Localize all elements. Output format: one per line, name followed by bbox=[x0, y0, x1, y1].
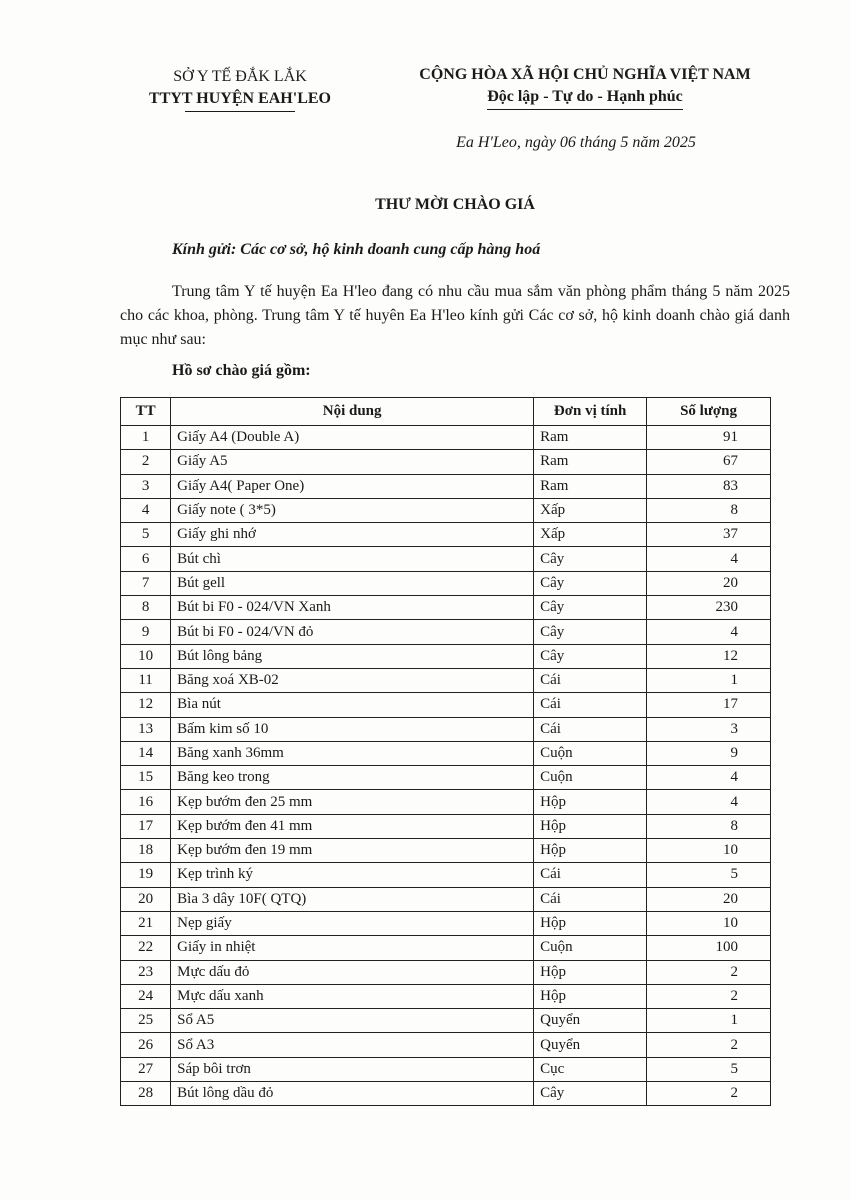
row-number: 2 bbox=[121, 450, 171, 474]
body-paragraph: Trung tâm Y tế huyện Ea H'leo đang có nhu cầu mua sắm văn phòng phẩm tháng 5 năm 2025 cho các khoa, phòng. Trung tâm Y tế huyên Ea H'leo kính gửi Các cơ sở, hộ kinh doanh chào giá danh mục như sau: bbox=[120, 283, 790, 348]
row-number: 6 bbox=[121, 547, 171, 571]
national-title: CỘNG HÒA XÃ HỘI CHỦ NGHĨA VIỆT NAM bbox=[419, 66, 751, 83]
row-number: 27 bbox=[121, 1057, 171, 1081]
row-number: 18 bbox=[121, 839, 171, 863]
item-unit: Cây bbox=[534, 1082, 647, 1106]
item-unit: Hộp bbox=[534, 790, 647, 814]
table-row bbox=[121, 644, 771, 668]
table-row bbox=[121, 1009, 771, 1033]
item-name: Kẹp bướm đen 41 mm bbox=[171, 814, 534, 838]
row-number: 4 bbox=[121, 498, 171, 522]
item-quantity: 1 bbox=[647, 668, 771, 692]
item-name: Giấy note ( 3*5) bbox=[171, 498, 534, 522]
date-line: Ea H'Leo, ngày 06 tháng 5 năm 2025 bbox=[456, 134, 696, 151]
item-unit: Cuộn bbox=[534, 766, 647, 790]
item-quantity: 2 bbox=[647, 1033, 771, 1057]
table-row bbox=[121, 717, 771, 741]
row-number: 1 bbox=[121, 426, 171, 450]
item-quantity: 230 bbox=[647, 596, 771, 620]
item-name: Giấy ghi nhớ bbox=[171, 523, 534, 547]
item-name: Bút gell bbox=[171, 571, 534, 595]
table-row bbox=[121, 741, 771, 765]
item-unit: Cái bbox=[534, 863, 647, 887]
item-quantity: 17 bbox=[647, 693, 771, 717]
row-number: 22 bbox=[121, 936, 171, 960]
table-row bbox=[121, 693, 771, 717]
table-row bbox=[121, 790, 771, 814]
row-number: 13 bbox=[121, 717, 171, 741]
item-unit: Ram bbox=[534, 426, 647, 450]
item-name: Sổ A3 bbox=[171, 1033, 534, 1057]
item-unit: Ram bbox=[534, 450, 647, 474]
issuer-block bbox=[120, 66, 360, 112]
table-row bbox=[121, 668, 771, 692]
row-number: 17 bbox=[121, 814, 171, 838]
row-number: 24 bbox=[121, 984, 171, 1008]
item-unit: Quyển bbox=[534, 1033, 647, 1057]
item-name: Kẹp bướm đen 19 mm bbox=[171, 839, 534, 863]
table-body bbox=[121, 426, 771, 1106]
item-quantity: 2 bbox=[647, 1082, 771, 1106]
item-name: Mực dấu đỏ bbox=[171, 960, 534, 984]
item-name: Mực dấu xanh bbox=[171, 984, 534, 1008]
item-quantity: 4 bbox=[647, 547, 771, 571]
item-name: Giấy A5 bbox=[171, 450, 534, 474]
item-unit: Cái bbox=[534, 717, 647, 741]
item-unit: Cây bbox=[534, 571, 647, 595]
item-unit: Quyển bbox=[534, 1009, 647, 1033]
item-unit: Cây bbox=[534, 547, 647, 571]
item-quantity: 12 bbox=[647, 644, 771, 668]
table-header-row bbox=[121, 398, 771, 426]
row-number: 16 bbox=[121, 790, 171, 814]
recipient-name: Các cơ sở, hộ kinh doanh cung cấp hàng hoá bbox=[240, 241, 541, 258]
section-label: Hồ sơ chào giá gồm: bbox=[172, 362, 311, 379]
issuer-department: SỞ Y TẾ ĐẮK LẮK bbox=[173, 68, 307, 85]
row-number: 21 bbox=[121, 911, 171, 935]
header-tt: TT bbox=[121, 398, 171, 426]
item-quantity: 3 bbox=[647, 717, 771, 741]
table-row bbox=[121, 936, 771, 960]
item-name: Kẹp trình ký bbox=[171, 863, 534, 887]
issuer-unit: TTYT HUYỆN EAH'LEO bbox=[149, 90, 331, 107]
header-quantity: Số lượng bbox=[647, 398, 771, 426]
table-row bbox=[121, 571, 771, 595]
item-quantity: 100 bbox=[647, 936, 771, 960]
item-name: Giấy in nhiệt bbox=[171, 936, 534, 960]
item-unit: Hộp bbox=[534, 911, 647, 935]
table-row bbox=[121, 863, 771, 887]
table-row bbox=[121, 814, 771, 838]
item-name: Bút chì bbox=[171, 547, 534, 571]
item-unit: Cây bbox=[534, 620, 647, 644]
item-name: Nẹp giấy bbox=[171, 911, 534, 935]
header-content: Nội dung bbox=[171, 398, 534, 426]
table-row bbox=[121, 498, 771, 522]
table-row bbox=[121, 887, 771, 911]
row-number: 11 bbox=[121, 668, 171, 692]
item-unit: Cục bbox=[534, 1057, 647, 1081]
item-quantity: 2 bbox=[647, 960, 771, 984]
item-quantity: 1 bbox=[647, 1009, 771, 1033]
item-unit: Cây bbox=[534, 596, 647, 620]
table-row bbox=[121, 960, 771, 984]
item-name: Giấy A4 (Double A) bbox=[171, 426, 534, 450]
item-quantity: 2 bbox=[647, 984, 771, 1008]
item-quantity: 8 bbox=[647, 814, 771, 838]
table-row bbox=[121, 1082, 771, 1106]
item-unit: Cuộn bbox=[534, 936, 647, 960]
recipient-prefix: Kính gửi: bbox=[172, 241, 237, 258]
table-row bbox=[121, 450, 771, 474]
table-row bbox=[121, 547, 771, 571]
row-number: 25 bbox=[121, 1009, 171, 1033]
item-quantity: 4 bbox=[647, 620, 771, 644]
item-unit: Hộp bbox=[534, 960, 647, 984]
table-row bbox=[121, 766, 771, 790]
item-name: Bìa 3 dây 10F( QTQ) bbox=[171, 887, 534, 911]
row-number: 8 bbox=[121, 596, 171, 620]
item-quantity: 9 bbox=[647, 741, 771, 765]
row-number: 9 bbox=[121, 620, 171, 644]
item-quantity: 37 bbox=[647, 523, 771, 547]
item-name: Băng xanh 36mm bbox=[171, 741, 534, 765]
table-row bbox=[121, 984, 771, 1008]
table-row bbox=[121, 620, 771, 644]
item-name: Sổ A5 bbox=[171, 1009, 534, 1033]
item-quantity: 67 bbox=[647, 450, 771, 474]
items-table bbox=[120, 397, 771, 1106]
item-name: Bút bi F0 - 024/VN Xanh bbox=[171, 596, 534, 620]
table-row bbox=[121, 1033, 771, 1057]
item-quantity: 91 bbox=[647, 426, 771, 450]
row-number: 14 bbox=[121, 741, 171, 765]
item-unit: Cuộn bbox=[534, 741, 647, 765]
item-quantity: 10 bbox=[647, 911, 771, 935]
table-row bbox=[121, 426, 771, 450]
table-row bbox=[121, 523, 771, 547]
item-quantity: 8 bbox=[647, 498, 771, 522]
row-number: 3 bbox=[121, 474, 171, 498]
table-row bbox=[121, 596, 771, 620]
item-unit: Ram bbox=[534, 474, 647, 498]
item-name: Băng xoá XB-02 bbox=[171, 668, 534, 692]
row-number: 10 bbox=[121, 644, 171, 668]
item-quantity: 4 bbox=[647, 790, 771, 814]
document-title: THƯ MỜI CHÀO GIÁ bbox=[375, 196, 535, 213]
item-unit: Cái bbox=[534, 887, 647, 911]
row-number: 12 bbox=[121, 693, 171, 717]
item-quantity: 10 bbox=[647, 839, 771, 863]
recipient-line bbox=[172, 241, 540, 259]
row-number: 19 bbox=[121, 863, 171, 887]
national-motto-block bbox=[380, 64, 790, 110]
row-number: 28 bbox=[121, 1082, 171, 1106]
row-number: 26 bbox=[121, 1033, 171, 1057]
item-name: Bấm kim số 10 bbox=[171, 717, 534, 741]
issuer-underline bbox=[185, 111, 295, 112]
item-quantity: 4 bbox=[647, 766, 771, 790]
table-row bbox=[121, 839, 771, 863]
item-unit: Cái bbox=[534, 668, 647, 692]
item-name: Bìa nút bbox=[171, 693, 534, 717]
row-number: 15 bbox=[121, 766, 171, 790]
national-motto: Độc lập - Tự do - Hạnh phúc bbox=[487, 86, 683, 110]
item-quantity: 20 bbox=[647, 571, 771, 595]
table-row bbox=[121, 474, 771, 498]
item-unit: Cây bbox=[534, 644, 647, 668]
item-unit: Hộp bbox=[534, 839, 647, 863]
header-unit: Đơn vị tính bbox=[534, 398, 647, 426]
item-unit: Hộp bbox=[534, 984, 647, 1008]
item-name: Bút lông bảng bbox=[171, 644, 534, 668]
item-quantity: 20 bbox=[647, 887, 771, 911]
item-name: Kẹp bướm đen 25 mm bbox=[171, 790, 534, 814]
item-quantity: 5 bbox=[647, 863, 771, 887]
item-unit: Hộp bbox=[534, 814, 647, 838]
item-name: Bút lông dầu đỏ bbox=[171, 1082, 534, 1106]
item-name: Giấy A4( Paper One) bbox=[171, 474, 534, 498]
table-row bbox=[121, 1057, 771, 1081]
row-number: 20 bbox=[121, 887, 171, 911]
row-number: 7 bbox=[121, 571, 171, 595]
item-quantity: 83 bbox=[647, 474, 771, 498]
item-name: Băng keo trong bbox=[171, 766, 534, 790]
item-name: Sáp bôi trơn bbox=[171, 1057, 534, 1081]
item-name: Bút bi F0 - 024/VN đỏ bbox=[171, 620, 534, 644]
item-unit: Cái bbox=[534, 693, 647, 717]
row-number: 5 bbox=[121, 523, 171, 547]
item-unit: Xấp bbox=[534, 523, 647, 547]
row-number: 23 bbox=[121, 960, 171, 984]
item-unit: Xấp bbox=[534, 498, 647, 522]
item-quantity: 5 bbox=[647, 1057, 771, 1081]
table-row bbox=[121, 911, 771, 935]
